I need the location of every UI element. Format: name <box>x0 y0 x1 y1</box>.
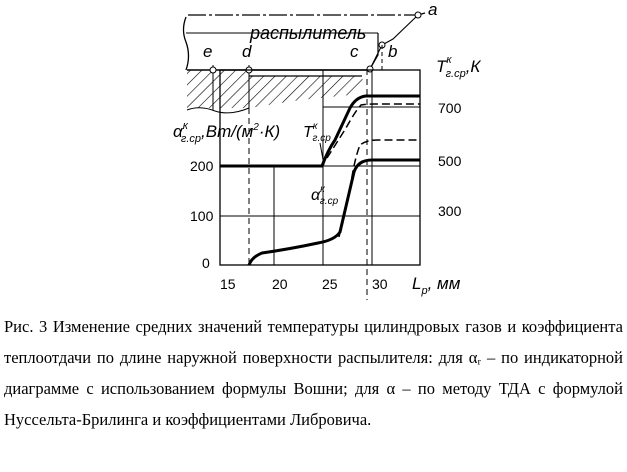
left-tick-200: 200 <box>190 158 214 174</box>
alpha-curve-solid <box>249 160 420 265</box>
temperature-curve-dashed <box>327 104 420 158</box>
right-axis <box>436 54 481 219</box>
label-d: d <box>242 42 252 61</box>
atomizer-tip <box>370 33 378 69</box>
right-tick-500: 500 <box>438 153 462 169</box>
label-a: a <box>428 0 438 19</box>
hatched-wall-mid <box>249 76 364 108</box>
figure-caption: Рис. 3 Изменение средних значений температуры цилиндровых газов и коэффициента теплоотдачи по длине наружной поверхности распылителя: для αᵣ – по индикаторной диаграмме с использованием формулы Вошни; для α – по методу ТДА с формулой Нуссельта-Брилинга и коэффициентами Либровича. <box>4 317 623 429</box>
x-tick-15: 15 <box>220 276 236 292</box>
left-axis <box>173 120 280 271</box>
x-axis-label: $L_р$, мм <box>412 274 461 297</box>
label-b: b <box>388 42 398 61</box>
label-atomizer: распылитель <box>250 23 367 43</box>
wall-bottom-wavy <box>187 108 249 113</box>
label-c: c <box>350 42 359 61</box>
alpha-curve-label: $\alpha^к$ г.ср <box>311 184 339 207</box>
atomizer-top-left-break <box>184 17 189 70</box>
right-tick-700: 700 <box>438 100 462 116</box>
right-axis-label: $T^к$ г.ср,К <box>436 54 481 80</box>
x-tick-25: 25 <box>322 276 338 292</box>
x-tick-20: 20 <box>272 276 288 292</box>
label-e: e <box>203 42 213 61</box>
x-tick-30: 30 <box>372 276 388 292</box>
left-tick-100: 100 <box>190 208 214 224</box>
marker-circle-e <box>210 67 216 73</box>
curve-labels <box>303 121 339 207</box>
left-tick-0: 0 <box>202 255 210 271</box>
hatched-wall-left <box>187 70 249 108</box>
right-tick-300: 300 <box>438 203 462 219</box>
left-axis-label: $\alpha^к$ $г.ср,Вт/(м^2\cdot К)$ <box>173 120 281 145</box>
temperature-curve-label: $T^к$ г.ср <box>303 121 331 144</box>
x-axis <box>220 274 461 297</box>
marker-circle-a <box>415 12 421 18</box>
